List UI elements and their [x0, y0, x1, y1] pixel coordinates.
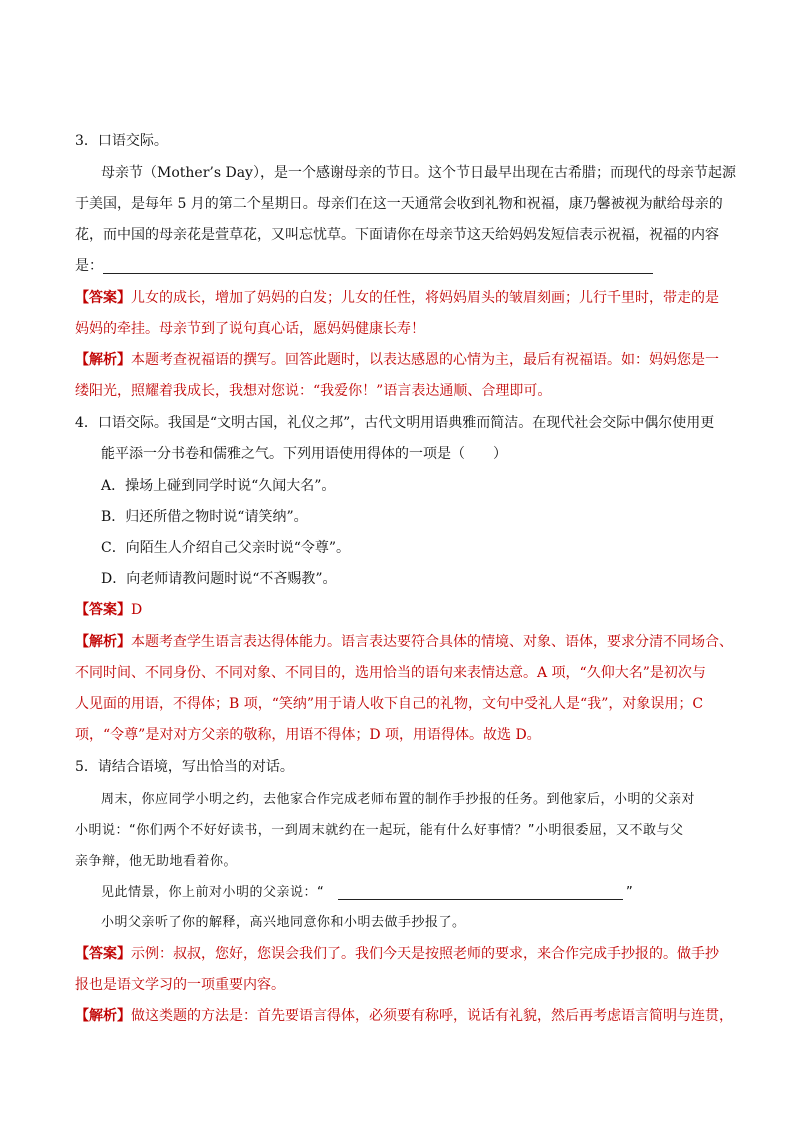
- answer-text: 报也是语文学习的一项重要内容。: [75, 977, 285, 993]
- q5-passage-line: 见此情景，你上前对小明的父亲说：“: [101, 885, 325, 900]
- answer-tag: 【答案】: [75, 946, 131, 962]
- dialogue-blank-line: [338, 899, 623, 900]
- q4-answer: [75, 600, 142, 620]
- analysis-text: 项，“令尊”是对对方父亲的敬称，用语不得体；D 项，用语得体。故选 D。: [75, 727, 541, 743]
- q3-line: 母亲节（Mother’s Day），是一个感谢母亲的节日。这个节日最早出现在古希腊；而现代的母亲节起源: [101, 165, 736, 181]
- analysis-text: 缕阳光，照耀着我成长，我想对您说：“我爱你！”语言表达通顺、合理即可。: [75, 383, 552, 399]
- answer-text: 儿女的成长，增加了妈妈的白发；儿女的任性，将妈妈眉头的皱眉刻画；儿行千里时，带走的是: [131, 290, 719, 306]
- q5-answer: [75, 944, 719, 964]
- q3-line: 花，而中国的母亲花是萱草花，又叫忘忧草。下面请你在母亲节这天给妈妈发短信表示祝福，祝福的内容: [75, 227, 719, 243]
- q5-analysis: [75, 1006, 733, 1026]
- q4-option-a: A．操场上碰到同学时说“久闻大名”。: [101, 478, 336, 494]
- answer-tag: 【答案】: [75, 290, 131, 306]
- q5-title: 5．请结合语境，写出恰当的对话。: [75, 759, 294, 775]
- q3-answer: [75, 288, 719, 308]
- q5-passage-line: 小明说：“你们两个不好好读书，一到周末就约在一起玩，能有什么好事情？”小明很委屈，又不敢与父: [75, 823, 684, 838]
- analysis-text: 做这类题的方法是：首先要语言得体，必须要有称呼，说话有礼貌，然后再考虑语言简明与连贯，: [131, 1008, 733, 1024]
- analysis-text: 不同时间、不同身份、不同对象、不同目的，选用恰当的语句来表情达意。A 项，“久仰大名”是初次与: [75, 665, 706, 681]
- q4-option-b: B．归还所借之物时说“请笑纳”。: [101, 509, 308, 525]
- q4-line: 能平添一分书卷和儒雅之气。下列用语使用得体的一项是（ ）: [101, 446, 507, 462]
- q5-passage-line: 周末，你应同学小明之约，去他家合作完成老师布置的制作手抄报的任务。到他家后，小明的父亲对: [101, 792, 696, 807]
- answer-text: 妈妈的牵挂。母亲节到了说句真心话，愿妈妈健康长寿！: [75, 321, 425, 337]
- analysis-tag: 【解析】: [75, 634, 131, 650]
- analysis-text: 人见面的用语，不得体；B 项，“笑纳”用于请人收下自己的礼物，文句中受礼人是“我”，对象误用；C: [75, 696, 704, 712]
- answer-blank-line: [103, 273, 653, 274]
- analysis-tag: 【解析】: [75, 1008, 131, 1024]
- close-quote: ”: [626, 885, 634, 900]
- q4-line: 4．口语交际。我国是“文明古国，礼仪之邦”，古代文明用语典雅而简洁。在现代社会交际中偶尔使用更: [75, 415, 715, 431]
- answer-tag: 【答案】: [75, 602, 131, 618]
- answer-text: D: [131, 602, 143, 618]
- q3-line: 是：: [75, 258, 103, 274]
- answer-text: 示例：叔叔，您好，您误会我们了。我们今天是按照老师的要求，来合作完成手抄报的。做手抄: [131, 946, 719, 962]
- q5-passage-line: 小明父亲听了你的解释，高兴地同意你和小明去做手抄报了。: [101, 915, 466, 930]
- q3-line: 于美国，是每年 5 月的第二个星期日。母亲们在这一天通常会收到礼物和祝福，康乃馨被视为献给母亲的: [75, 196, 723, 212]
- analysis-tag: 【解析】: [75, 352, 131, 368]
- analysis-text: 本题考查祝福语的撰写。回答此题时，以表达感恩的心情为主，最后有祝福语。如：妈妈您是一: [131, 352, 719, 368]
- q5-passage-line: 亲争辩，他无助地看着你。: [75, 854, 238, 869]
- q4-option-c: C．向陌生人介绍自己父亲时说“令尊”。: [101, 540, 351, 556]
- q4-analysis: [75, 632, 733, 652]
- q3-title: 3．口语交际。: [75, 133, 168, 149]
- q3-analysis: [75, 350, 719, 370]
- analysis-text: 本题考查学生语言表达得体能力。语言表达要符合具体的情境、对象、语体，要求分清不同场合、: [131, 634, 733, 650]
- q4-option-d: D．向老师请教问题时说“不吝赐教”。: [101, 571, 337, 587]
